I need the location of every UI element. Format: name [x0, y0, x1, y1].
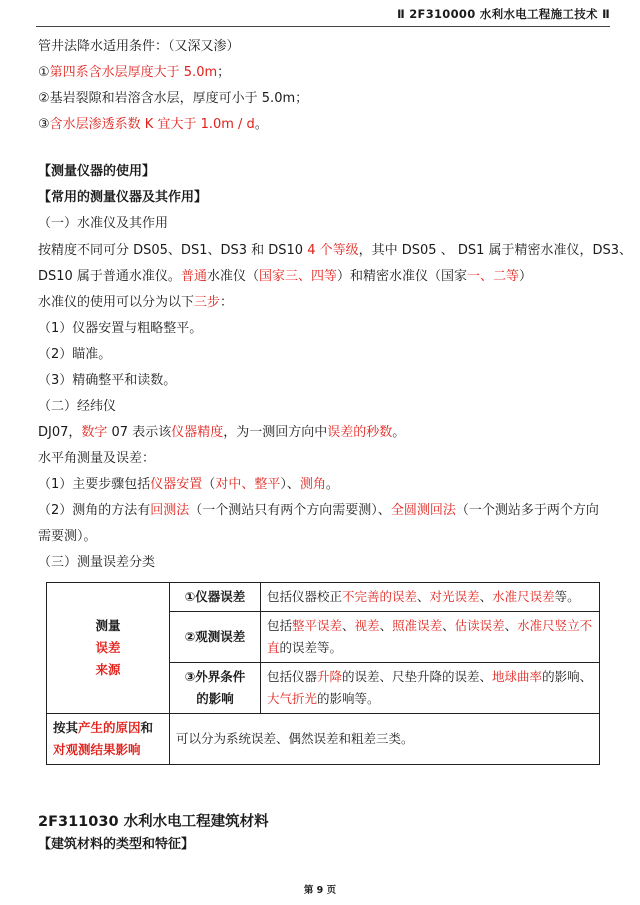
table-row	[47, 583, 600, 612]
survey-title: 【测量仪器的使用】	[38, 164, 156, 179]
source-label-2: 误差	[95, 640, 121, 655]
section-heading: 2F311030 水利水电工程建筑材料	[38, 814, 269, 830]
classification-basis-cell: 按其产生的原因和 对观测结果影响	[47, 714, 170, 765]
running-header: Ⅱ 2F310000 水利水电工程施工技术 Ⅱ	[397, 7, 610, 21]
observation-error-desc: 包括整平误差、视差、照准误差、估读误差、水准尺竖立不直的误差等。	[261, 612, 600, 663]
angle-title: 水平角测量及误差：	[38, 451, 156, 466]
source-label-1: 测量	[95, 618, 121, 633]
well-cond-1: ①第四系含水层厚度大于 5.0m；	[38, 65, 231, 80]
theodolite-title: （二）经纬仪	[38, 399, 117, 414]
external-condition-label: ③外界条件 的影响	[170, 663, 261, 714]
level-line-1: 按精度不同可分 DS05、DS1、DS3 和 DS10 4 个等级，其中 DS05 、 DS1 属于精密水准仪，DS3、	[38, 243, 633, 258]
dj07-line: DJ07，数字 07 表示该仪器精度，为一测回方向中误差的秒数。	[38, 425, 406, 440]
angle-step-2-cont: 需要测）。	[38, 529, 97, 544]
error-source-cell	[47, 583, 170, 714]
page-number: 第 9 页	[303, 885, 337, 896]
error-title: （三）测量误差分类	[38, 555, 156, 570]
header-rule	[36, 26, 610, 27]
level-line-2: DS10 属于普通水准仪。普通水准仪（国家三、四等）和精密水准仪（国家一、二等）	[38, 269, 533, 284]
angle-step-2: （2）测角的方法有回测法（一个测站只有两个方向需要测）、全圆测回法（一个测站多于两个方向	[38, 503, 599, 518]
level-step-3: （3）精确整平和读数。	[38, 373, 177, 388]
survey-subtitle: 【常用的测量仪器及其作用】	[38, 190, 208, 205]
instrument-error-desc: 包括仪器校正不完善的误差、对光误差、水准尺误差等。	[261, 583, 600, 612]
level-use: 水准仪的使用可以分为以下三步：	[38, 295, 234, 310]
instrument-error-label: ①仪器误差	[170, 583, 261, 612]
level-step-1: （1）仪器安置与粗略整平。	[38, 321, 203, 336]
level-title: （一）水准仪及其作用	[38, 216, 169, 231]
classification-desc: 可以分为系统误差、偶然误差和粗差三类。	[170, 714, 600, 765]
level-step-2: （2）瞄准。	[38, 347, 112, 362]
well-cond-2: ②基岩裂隙和岩溶含水层，厚度可小于 5.0m；	[38, 91, 309, 106]
error-classification-table	[46, 582, 600, 765]
angle-step-1: （1）主要步骤包括仪器安置（对中、整平）、测角。	[38, 477, 339, 492]
section-subtitle: 【建筑材料的类型和特征】	[38, 837, 195, 852]
table-row	[47, 714, 600, 765]
observation-error-label: ②观测误差	[170, 612, 261, 663]
well-cond-3: ③含水层渗透系数 K 宜大于 1.0m / d。	[38, 117, 268, 132]
external-condition-desc: 包括仪器升降的误差、尺垫升降的误差、地球曲率的影响、大气折光的影响等。	[261, 663, 600, 714]
source-label-3: 来源	[95, 662, 121, 677]
well-title: 管井法降水适用条件：（又深又渗）	[38, 39, 240, 54]
